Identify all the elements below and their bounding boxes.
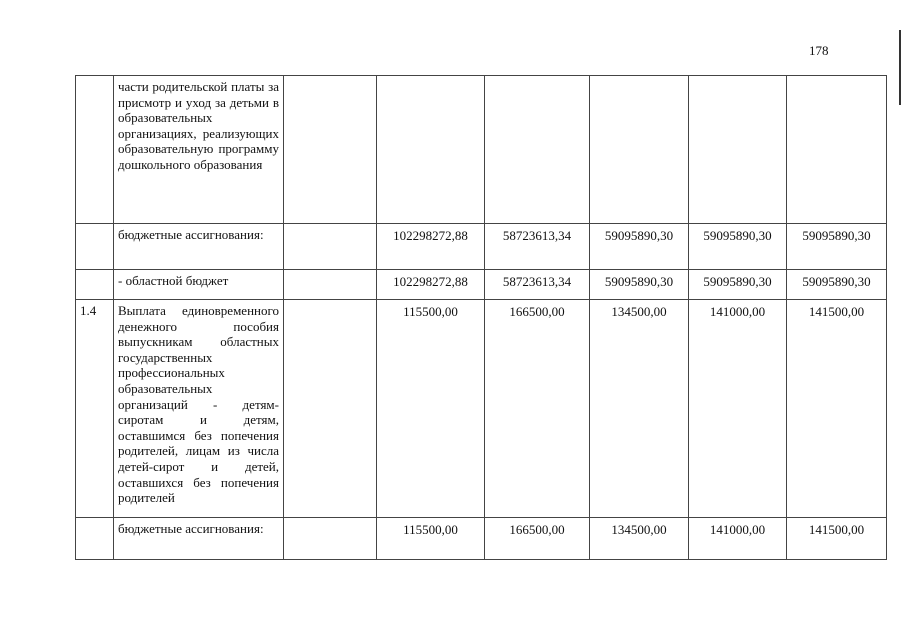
value-cell: 115500,00 <box>377 518 485 560</box>
budget-table <box>75 75 887 560</box>
value-cell <box>284 300 377 518</box>
value-cell: 59095890,30 <box>590 270 689 300</box>
value-cell <box>787 76 887 224</box>
value-cell <box>590 76 689 224</box>
value-cell: 102298272,88 <box>377 224 485 270</box>
value-cell <box>377 76 485 224</box>
row-number-cell <box>76 76 114 224</box>
page-number: 178 <box>809 43 829 58</box>
value-cell: 141000,00 <box>689 300 787 518</box>
value-cell: 166500,00 <box>485 518 590 560</box>
value-cell: 59095890,30 <box>689 224 787 270</box>
value-cell: 134500,00 <box>590 300 689 518</box>
row-description-cell: части родительской платы за присмотр и уход за детьми в образовательных организациях, реализующих образовательную программу дошкольного образования <box>114 76 284 224</box>
row-number-cell <box>76 270 114 300</box>
value-cell: 166500,00 <box>485 300 590 518</box>
row-description-cell: - областной бюджет <box>114 270 284 300</box>
value-cell: 141500,00 <box>787 518 887 560</box>
table-row <box>76 300 887 518</box>
value-cell: 115500,00 <box>377 300 485 518</box>
value-cell <box>284 76 377 224</box>
row-number-cell: 1.4 <box>76 300 114 518</box>
value-cell: 134500,00 <box>590 518 689 560</box>
value-cell: 59095890,30 <box>689 270 787 300</box>
table-row <box>76 76 887 224</box>
value-cell <box>284 518 377 560</box>
row-number-cell <box>76 224 114 270</box>
value-cell <box>284 224 377 270</box>
value-cell: 141500,00 <box>787 300 887 518</box>
row-number-cell <box>76 518 114 560</box>
value-cell: 58723613,34 <box>485 224 590 270</box>
table-row <box>76 518 887 560</box>
value-cell: 59095890,30 <box>787 270 887 300</box>
value-cell: 58723613,34 <box>485 270 590 300</box>
value-cell: 59095890,30 <box>590 224 689 270</box>
value-cell: 59095890,30 <box>787 224 887 270</box>
value-cell <box>284 270 377 300</box>
value-cell: 141000,00 <box>689 518 787 560</box>
table-row <box>76 270 887 300</box>
value-cell <box>689 76 787 224</box>
row-description-cell: бюджетные ассигнования: <box>114 224 284 270</box>
value-cell: 102298272,88 <box>377 270 485 300</box>
value-cell <box>485 76 590 224</box>
scan-edge-line <box>899 30 901 105</box>
table-row <box>76 224 887 270</box>
row-description-cell: бюджетные ассигнования: <box>114 518 284 560</box>
row-description-cell: Выплата единовременного денежного пособия выпускникам областных государственных профессиональных образовательных организаций - детям-сиротам и детям, оставшимся без попечения родителей, лицам из числа детей-сирот и детей, оставшихся без попечения родителей <box>114 300 284 518</box>
